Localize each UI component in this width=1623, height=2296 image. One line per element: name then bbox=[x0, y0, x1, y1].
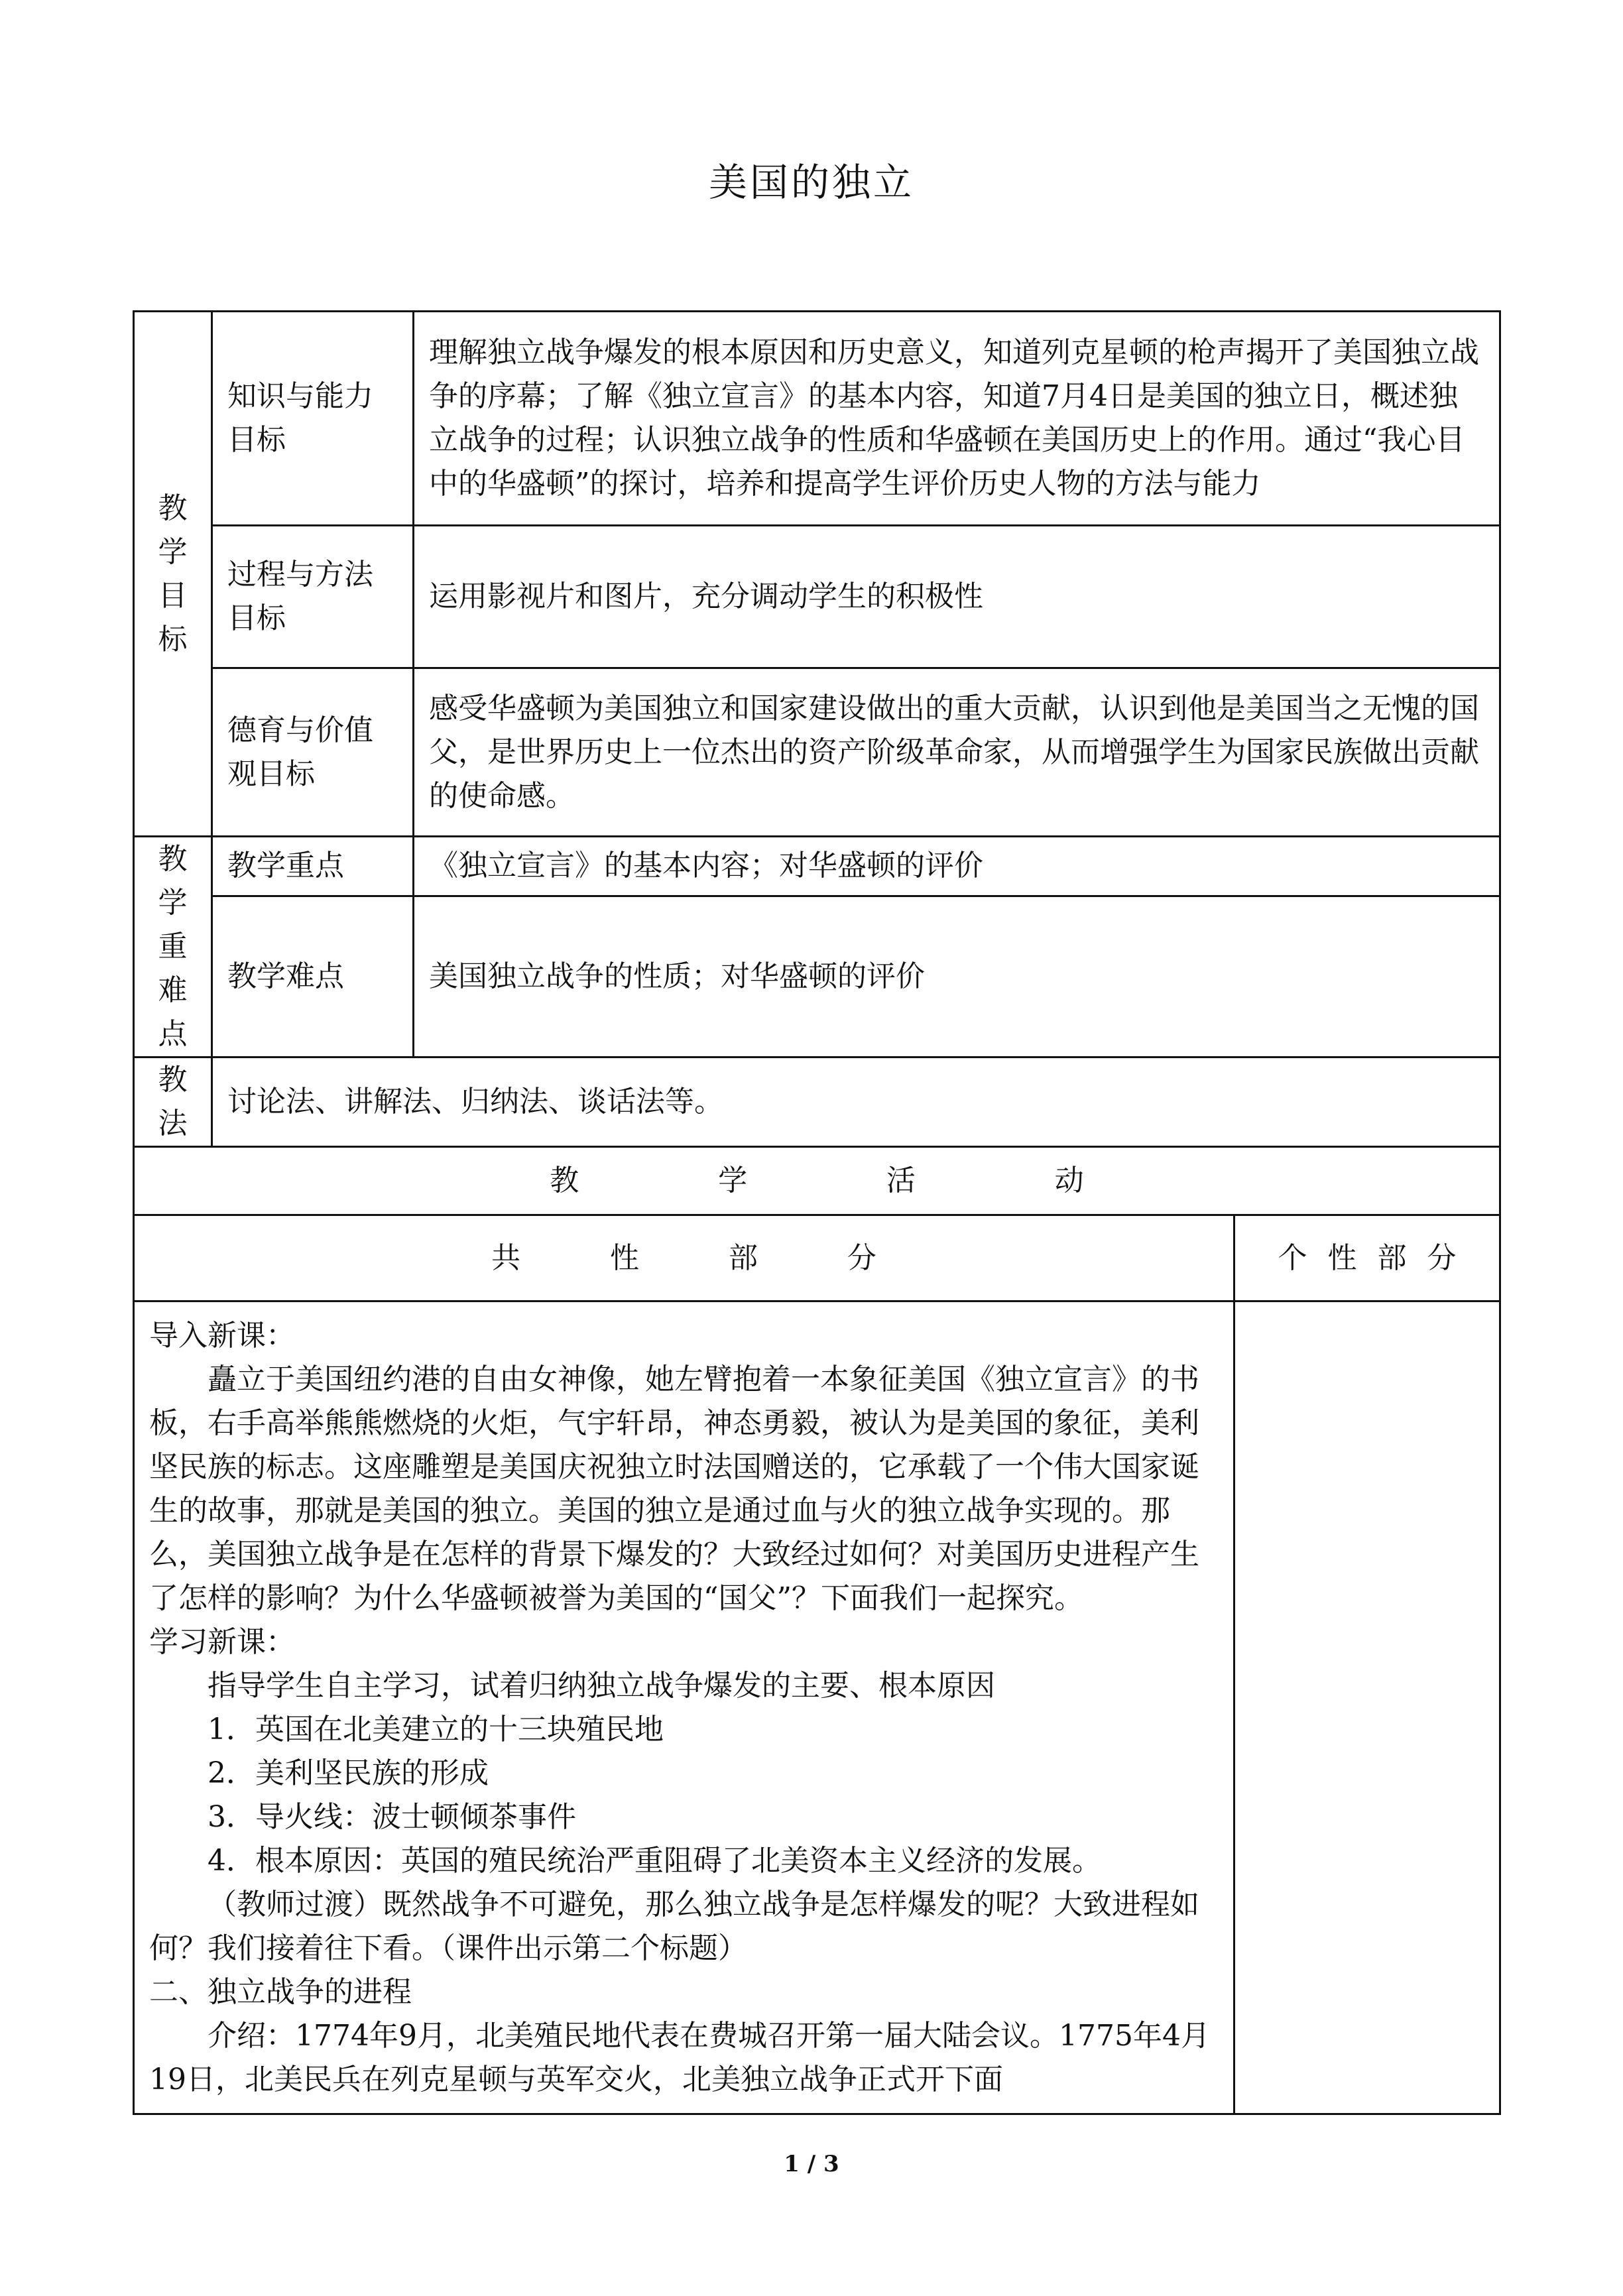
method-label: 教 法 bbox=[134, 1057, 212, 1147]
body-row bbox=[134, 1301, 1500, 2114]
list-item: 2．美利坚民族的形成 bbox=[208, 1756, 489, 1790]
intro-heading: 导入新课： bbox=[149, 1318, 295, 1353]
list-item: 1．英国在北美建立的十三块殖民地 bbox=[208, 1712, 664, 1746]
activity-header: 教 学 活 动 bbox=[134, 1147, 1500, 1215]
list-item: 3．导火线：波士顿倾茶事件 bbox=[208, 1799, 576, 1834]
page-number: 1 / 3 bbox=[784, 2151, 839, 2177]
objectives-label: 教 学 目 标 bbox=[134, 312, 212, 837]
intro-text: 矗立于美国纽约港的自由女神像，她左臂抱着一本象征美国《独立宣言》的书板，右手高举熊熊燃烧的火炬，气宇轩昂，神态勇毅，被认为是美国的象征，美利坚民族的标志。这座雕塑是美国庆祝独立时法国赠送的，它承载了一个伟大国家诞生的故事，那就是美国的独立。美国的独立是通过血与火的独立战争实现的。那么，美国独立战争是在怎样的背景下爆发的？大致经过如何？对美国历史进程产生了怎样的影响？为什么华盛顿被誉为美国的“国父”？下面我们一起探究。 bbox=[149, 1362, 1199, 1615]
key-point-row-focus bbox=[134, 837, 1500, 896]
individual-body bbox=[1234, 1301, 1500, 2114]
method-row bbox=[134, 1057, 1500, 1147]
process-objective-content: 运用影视片和图片，充分调动学生的积极性 bbox=[414, 526, 1500, 668]
section2-heading: 二、独立战争的进程 bbox=[149, 1974, 412, 2009]
key-point-row-difficulty bbox=[134, 896, 1500, 1057]
objective-row-values bbox=[134, 668, 1500, 837]
objective-row-process bbox=[134, 526, 1500, 668]
transition-text: （教师过渡）既然战争不可避免，那么独立战争是怎样爆发的呢？大致进程如何？我们接着往下看。（课件出示第二个标题） bbox=[149, 1887, 1199, 1965]
objective-row-knowledge bbox=[134, 312, 1500, 526]
learn-heading: 学习新课： bbox=[149, 1624, 295, 1659]
difficulty-content: 美国独立战争的性质；对华盛顿的评价 bbox=[414, 896, 1500, 1057]
section-header-row bbox=[134, 1215, 1500, 1301]
difficulty-name: 教学难点 bbox=[212, 896, 414, 1057]
knowledge-objective-content: 理解独立战争爆发的根本原因和历史意义，知道列克星顿的枪声揭开了美国独立战争的序幕；了解《独立宣言》的基本内容，知道7月4日是美国的独立日，概述独立战争的过程；认识独立战争的性质和华盛顿在美国历史上的作用。通过“我心目中的华盛顿”的探讨，培养和提高学生评价历史人物的方法与能力 bbox=[414, 312, 1500, 526]
values-objective-name: 德育与价值观目标 bbox=[212, 668, 414, 837]
guide-text: 指导学生自主学习，试着归纳独立战争爆发的主要、根本原因 bbox=[208, 1668, 995, 1703]
page-title: 美国的独立 bbox=[708, 160, 914, 205]
knowledge-objective-name: 知识与能力目标 bbox=[212, 312, 414, 526]
activity-header-row bbox=[134, 1147, 1500, 1215]
focus-content: 《独立宣言》的基本内容；对华盛顿的评价 bbox=[414, 837, 1500, 896]
common-header: 共 性 部 分 bbox=[134, 1215, 1234, 1301]
values-objective-content: 感受华盛顿为美国独立和国家建设做出的重大贡献，认识到他是美国当之无愧的国父，是世界历史上一位杰出的资产阶级革命家，从而增强学生为国家民族做出贡献的使命感。 bbox=[414, 668, 1500, 837]
individual-header: 个 性 部 分 bbox=[1234, 1215, 1500, 1301]
lesson-plan-table bbox=[133, 310, 1501, 2115]
intro2-text: 介绍：1774年9月，北美殖民地代表在费城召开第一届大陆会议。1775年4月19日，北美民兵在列克星顿与英军交火，北美独立战争正式开下面 bbox=[149, 2018, 1210, 2096]
method-content: 讨论法、讲解法、归纳法、谈话法等。 bbox=[212, 1057, 1500, 1147]
process-objective-name: 过程与方法目标 bbox=[212, 526, 414, 668]
key-points-label: 教 学 重 难 点 bbox=[134, 837, 212, 1057]
focus-name: 教学重点 bbox=[212, 837, 414, 896]
list-item: 4．根本原因：英国的殖民统治严重阻碍了北美资本主义经济的发展。 bbox=[208, 1843, 1101, 1878]
common-body bbox=[134, 1301, 1234, 2114]
